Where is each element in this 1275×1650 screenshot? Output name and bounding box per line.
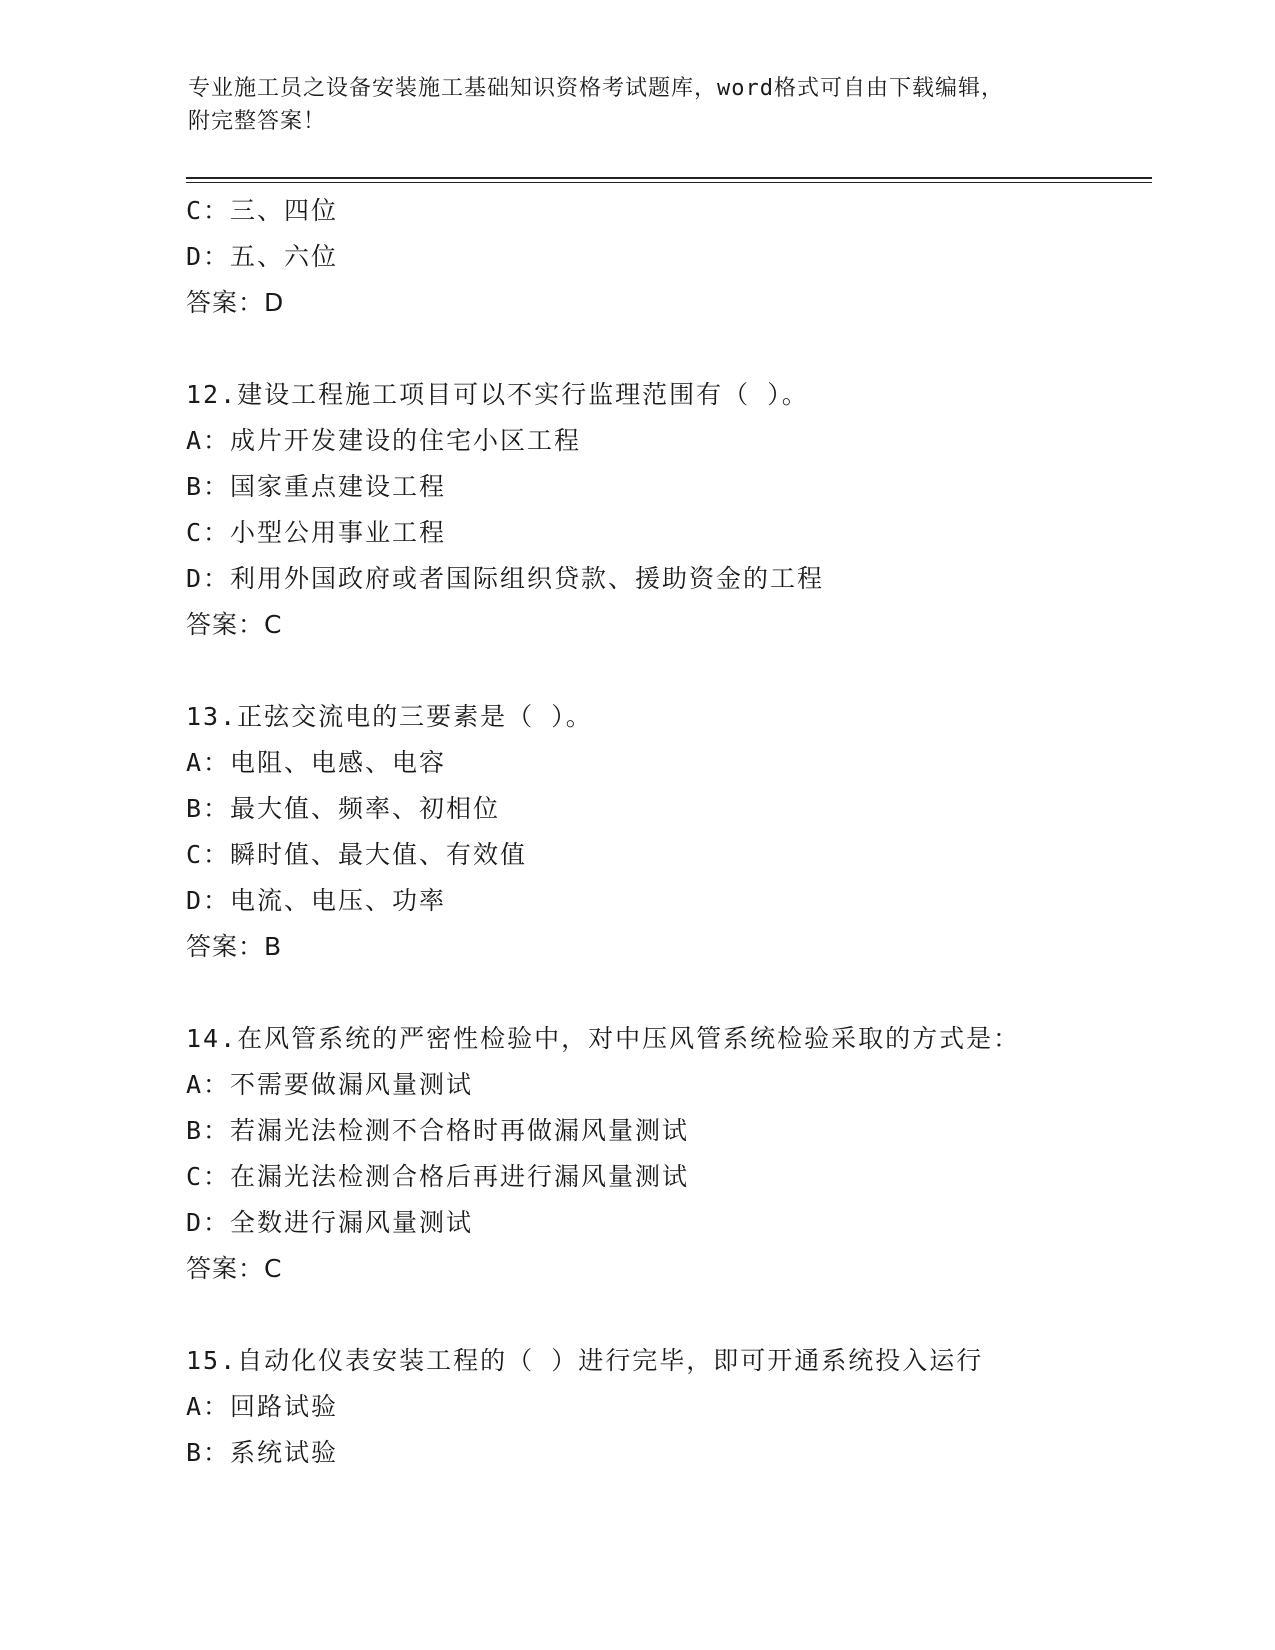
option-d: D：全数进行漏风量测试 [186,1208,474,1237]
document-header [188,72,1088,138]
option-d: D：利用外国政府或者国际组织贷款、援助资金的工程 [186,564,825,593]
question-text: 15.自动化仪表安装工程的（ ）进行完毕，即可开通系统投入运行 [186,1346,984,1375]
option-c: C：三、四位 [186,196,339,225]
spacer [186,648,1152,694]
option-d: D：电流、电压、功率 [186,886,447,915]
answer-line: 答案：B [186,932,283,961]
question-list [186,188,1152,1476]
question-text: 14.在风管系统的严密性检验中，对中压风管系统检验采取的方式是： [186,1024,1021,1053]
header-line-2: 附完整答案！ [188,109,327,134]
question-15 [186,1338,1152,1476]
question-12 [186,372,1152,648]
question-13 [186,694,1152,970]
spacer [186,1292,1152,1338]
answer-line: 答案：C [186,610,283,639]
question-text: 13.正弦交流电的三要素是（ ）。 [186,702,593,731]
option-b: B：最大值、频率、初相位 [186,794,501,823]
option-a: A：回路试验 [186,1392,339,1421]
question-14 [186,1016,1152,1292]
answer-line: 答案：C [186,1254,283,1283]
option-a: A：不需要做漏风量测试 [186,1070,474,1099]
option-b: B：系统试验 [186,1438,339,1467]
header-line-1: 专业施工员之设备安装施工基础知识资格考试题库，word格式可自由下载编辑， [188,76,1004,101]
option-a: A：电阻、电感、电容 [186,748,447,777]
spacer [186,970,1152,1016]
option-b: B：国家重点建设工程 [186,472,447,501]
option-a: A：成片开发建设的住宅小区工程 [186,426,582,455]
option-c: C：小型公用事业工程 [186,518,447,547]
answer-line: 答案：D [186,288,285,317]
option-c: C：瞬时值、最大值、有效值 [186,840,528,869]
option-b: B：若漏光法检测不合格时再做漏风量测试 [186,1116,690,1145]
question-text: 12.建设工程施工项目可以不实行监理范围有（ ）。 [186,380,809,409]
option-c: C：在漏光法检测合格后再进行漏风量测试 [186,1162,690,1191]
header-divider-thin [186,182,1152,183]
question-11 [186,188,1152,326]
spacer [186,326,1152,372]
option-d: D：五、六位 [186,242,339,271]
header-divider-thick [186,177,1152,179]
